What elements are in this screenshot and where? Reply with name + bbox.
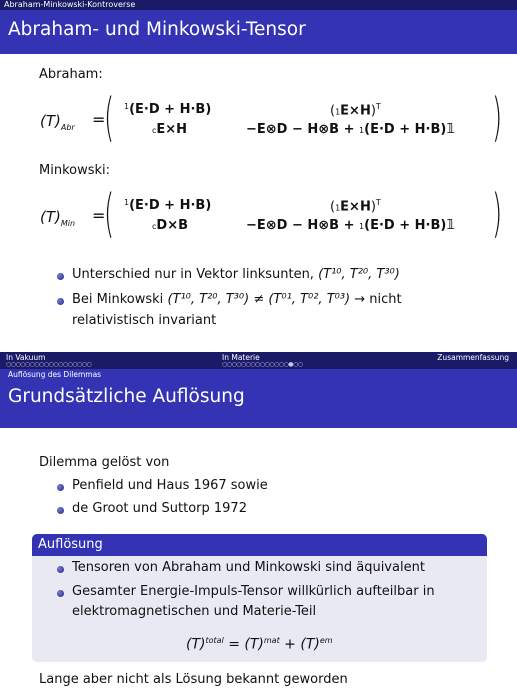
right-paren: ) [492,184,503,244]
right-paren: ) [492,88,503,148]
minkowski-equation [40,184,510,248]
nav-section-zusammenfassung[interactable]: Zusammenfassung [437,353,509,362]
bullet-icon [57,273,64,280]
left-paren: ( [104,88,115,148]
bullet-icon [57,507,64,514]
block-title: Auflösung [32,534,487,556]
slide-title: Grundsätzliche Auflösung [0,380,517,428]
slide-title: Abraham- und Minkowski-Tensor [0,10,517,54]
bullet-minkowski-line2: relativistisch invariant [72,313,217,328]
section-header: Abraham-Minkowski-Kontroverse [0,0,517,10]
minkowski-m21: cD×B [152,218,188,233]
minkowski-m22: −E⊗D − H⊗B + 1(E·D + H·B)𝟙 [246,218,456,233]
bullet-icon [57,590,64,597]
energy-tensor-formula: $(T)^{total} = (T)^{mat} + (T)^{em}$ [186,636,333,653]
nav-section-materie[interactable]: In Materie ○○○○○○○○○○○○○○●○○ [222,353,303,368]
subsection-bar: Auflösung des Dilemmas [0,369,517,380]
minkowski-lhs: $(T)_{Min}$ [40,208,76,228]
footer-text: Lange aber nicht als Lösung bekannt geworden [39,672,348,687]
abraham-m22: −E⊗D − H⊗B + 1(E·D + H·B)𝟙 [246,122,456,137]
minkowski-label: Minkowski: [39,163,111,178]
navigation-bar [0,352,517,369]
abraham-m11: $^1$(E·D + H·B) [124,102,212,117]
abraham-lhs: $(T)_{Abr}$ [40,112,75,132]
left-paren: ( [104,184,115,244]
equals-sign: = [92,110,106,129]
bullet-difference: Unterschied nur in Vektor linksunten, (T¹⁰, T²⁰, T³⁰) [72,267,400,282]
block-item: Tensoren von Abraham und Minkowski sind äquivalent [72,560,425,575]
abraham-equation [40,88,510,152]
intro-text: Dilemma gelöst von [39,455,170,470]
bullet-icon [57,484,64,491]
minkowski-m12: $(1E\times H)^T$ [330,198,381,215]
list-item: Penfield und Haus 1967 sowie [72,478,268,493]
block-item-line2: elektromagnetischen und Materie-Teil [72,604,317,619]
bullet-icon [57,298,64,305]
abraham-m21: cE×H [152,122,188,137]
equals-sign: = [92,206,106,225]
block-item: Gesamter Energie-Impuls-Tensor willkürlich aufteilbar in [72,584,435,599]
minkowski-m11: $^1$(E·D + H·B) [124,198,212,213]
abraham-label: Abraham: [39,67,103,82]
list-item: de Groot und Suttorp 1972 [72,501,247,516]
bullet-icon [57,566,64,573]
nav-section-vakuum[interactable]: In Vakuum ○○○○○○○○○○○○○○○○○○ [6,353,92,368]
bullet-minkowski: Bei Minkowski (T¹⁰, T²⁰, T³⁰) ≠ (T⁰¹, T⁰², T⁰³) → nicht [72,292,402,307]
abraham-m12: $(1E\times H)^T$ [330,102,381,119]
slide-grundsaetzliche-aufloesung [0,352,517,697]
